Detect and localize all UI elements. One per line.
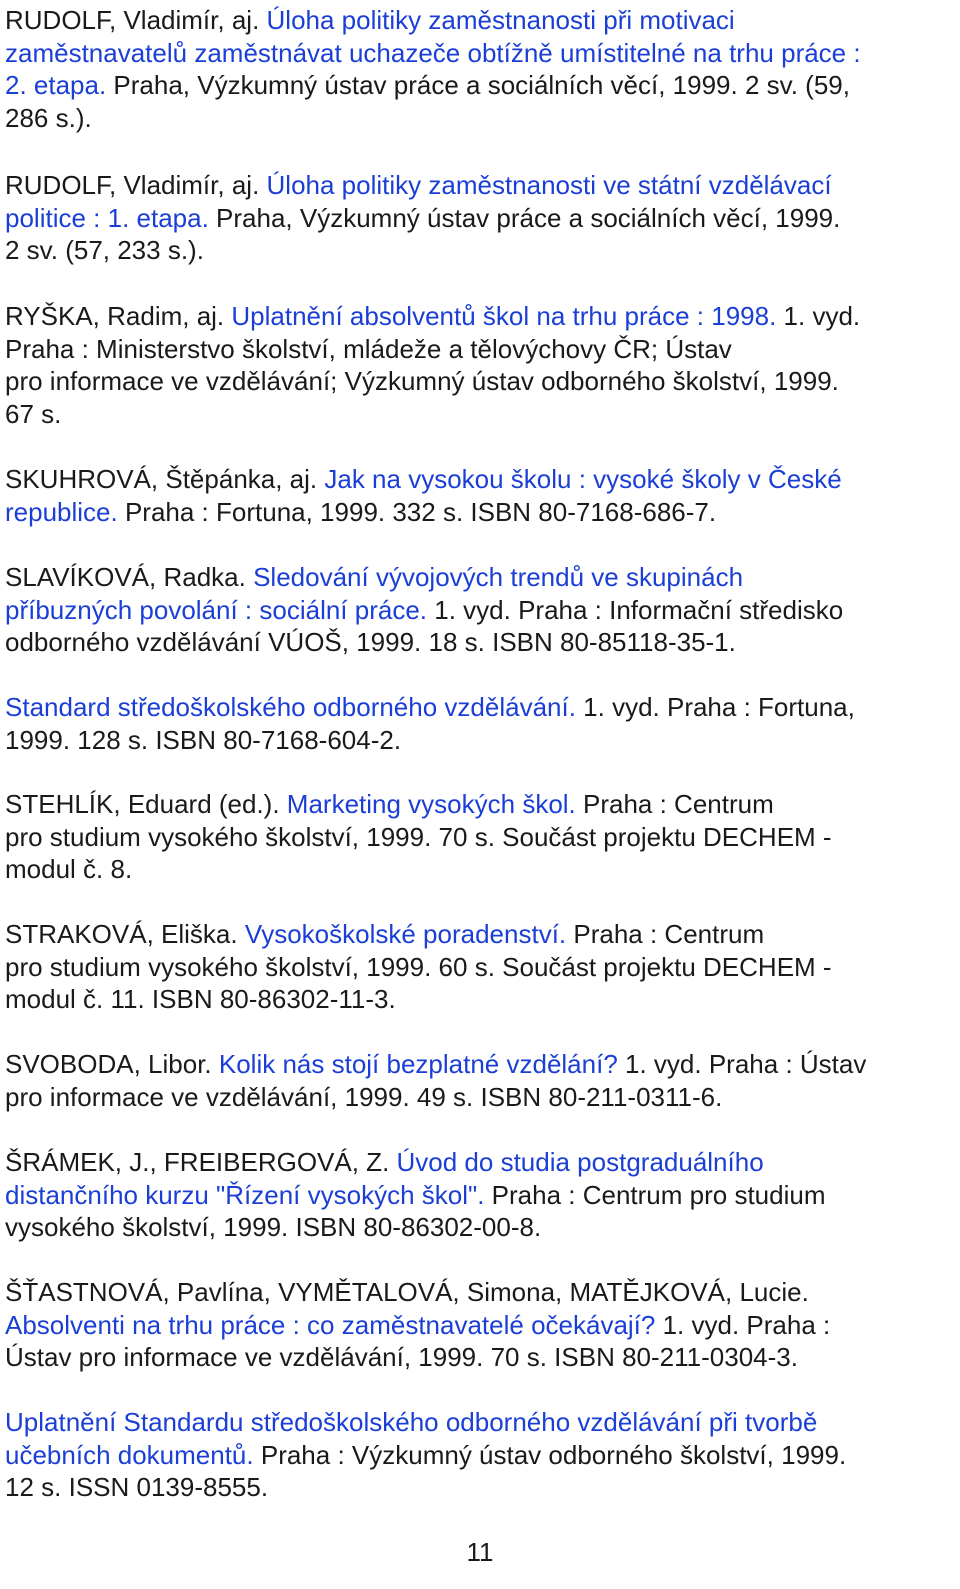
- entry-line: [5, 594, 950, 627]
- entry-line: [5, 951, 950, 984]
- entry-line: [5, 202, 950, 235]
- entry-publisher: 1. vyd. Praha : Fortuna,: [575, 692, 855, 722]
- entry-title-link[interactable]: distančního kurzu "Řízení vysokých škol".: [5, 1179, 485, 1210]
- bibliography-entry: [5, 4, 950, 134]
- entry-publisher: pro informace ve vzdělávání; Výzkumný ústav odborného školství, 1999.: [5, 366, 839, 396]
- entry-extent: 67 s.: [5, 398, 62, 429]
- entry-title-link[interactable]: politice : 1. etapa.: [5, 202, 209, 233]
- bibliography-entry: [5, 169, 950, 267]
- entry-publisher: Ústav pro informace ve vzdělávání, 1999. 70 s. ISBN 80-211-0304-3.: [5, 1342, 798, 1372]
- entry-publisher: pro studium vysokého školství, 1999. 70 s. Součást projektu DECHEM -: [5, 821, 832, 852]
- entry-extent: 12 s. ISSN 0139-8555.: [5, 1472, 269, 1502]
- entry-author: SVOBODA, Libor.: [5, 1049, 219, 1079]
- entry-title-link[interactable]: Uplatnění absolventů škol na trhu práce : 1998.: [231, 301, 777, 331]
- bibliography-entry: [5, 1276, 950, 1374]
- bibliography-entry: [5, 1048, 950, 1113]
- entry-title-link[interactable]: příbuzných povolání : sociální práce.: [5, 594, 428, 625]
- entry-title-link[interactable]: republice.: [5, 496, 118, 527]
- entry-line: [5, 1309, 950, 1342]
- entry-publisher: 1. vyd. Praha :: [655, 1309, 831, 1340]
- entry-line: [5, 1048, 950, 1081]
- entry-extent: 286 s.).: [5, 102, 92, 133]
- entry-line: [5, 1439, 950, 1472]
- entry-line: [5, 788, 950, 821]
- entry-title-link[interactable]: Vysokoškolské poradenství.: [244, 919, 567, 949]
- entry-publisher: odborného vzdělávání VÚOŠ, 1999. 18 s. ISBN 80-85118-35-1.: [5, 627, 736, 657]
- entry-title-link[interactable]: Kolik nás stojí bezplatné vzdělání?: [218, 1049, 618, 1079]
- entry-title-link[interactable]: Sledování vývojových trendů ve skupinách: [253, 562, 744, 592]
- entry-publisher: 1. vyd. Praha : Informační středisko: [427, 594, 844, 625]
- entry-extent: vysokého školství, 1999. ISBN 80-86302-00-8.: [5, 1212, 542, 1242]
- entry-title-link[interactable]: zaměstnavatelů zaměstnávat uchazeče obtížně umístitelné na trhu práce :: [5, 37, 861, 68]
- entry-title-link[interactable]: Absolventi na trhu práce : co zaměstnavatelé očekávají?: [5, 1309, 656, 1340]
- entry-author: RUDOLF, Vladimír, aj.: [5, 5, 267, 35]
- entry-publisher: Praha : Centrum: [575, 789, 774, 819]
- entry-line: [5, 724, 950, 757]
- entry-line: [5, 69, 950, 102]
- entry-line: [5, 853, 950, 886]
- entry-title-link[interactable]: Uplatnění Standardu středoškolského odborného vzdělávání při tvorbě: [5, 1407, 818, 1437]
- entry-line: [5, 983, 950, 1016]
- entry-line: [5, 300, 950, 333]
- entry-title-link[interactable]: Úloha politiky zaměstnanosti při motivaci: [266, 5, 735, 35]
- entry-extent: 2 sv. (57, 233 s.).: [5, 235, 204, 265]
- entry-title-link[interactable]: Marketing vysokých škol.: [286, 789, 576, 819]
- entry-line: [5, 918, 950, 951]
- entry-title-link[interactable]: Úvod do studia postgraduálního: [396, 1147, 764, 1177]
- bibliography-entry: [5, 1146, 950, 1244]
- bibliography-entry: [5, 300, 950, 430]
- entry-publisher: Praha, Výzkumný ústav práce a sociálních věcí, 1999. 2 sv. (59,: [106, 70, 850, 100]
- entry-line: [5, 365, 950, 398]
- entry-author: STEHLÍK, Eduard (ed.).: [5, 789, 287, 819]
- entry-title-link[interactable]: Jak na vysokou školu : vysoké školy v České: [324, 464, 842, 494]
- entry-line: [5, 821, 950, 854]
- entry-line: [5, 496, 950, 529]
- entry-edition: 1. vyd.: [776, 301, 861, 331]
- entry-title-link[interactable]: učebních dokumentů.: [5, 1439, 254, 1470]
- entry-extent: modul č. 8.: [5, 854, 133, 884]
- entry-line: [5, 1471, 950, 1504]
- entry-line: [5, 4, 950, 37]
- bibliography-entry: [5, 788, 950, 886]
- entry-author: RYŠKA, Radim, aj.: [5, 301, 232, 331]
- bibliography-entry: [5, 561, 950, 659]
- entry-publisher: Praha : Výzkumný ústav odborného školství, 1999.: [253, 1439, 847, 1470]
- page-number: 11: [466, 1537, 494, 1567]
- entry-line: [5, 1406, 950, 1439]
- entry-line: [5, 1081, 950, 1114]
- entry-line: [5, 234, 950, 267]
- entry-line: [5, 333, 950, 366]
- entry-extent: 1999. 128 s. ISBN 80-7168-604-2.: [5, 724, 402, 755]
- entry-publisher: Praha : Ministerstvo školství, mládeže a tělovýchovy ČR; Ústav: [5, 333, 732, 364]
- entry-title-link[interactable]: Úloha politiky zaměstnanosti ve státní vzdělávací: [266, 170, 832, 200]
- entry-title-link[interactable]: Standard středoškolského odborného vzdělávání.: [5, 692, 576, 722]
- entry-publisher: Praha : Fortuna, 1999. 332 s. ISBN 80-7168-686-7.: [117, 496, 717, 527]
- entry-line: [5, 1341, 950, 1374]
- entry-line: [5, 1276, 950, 1309]
- entry-publisher: 1. vyd. Praha : Ústav: [617, 1049, 867, 1079]
- bibliography-entry: [5, 691, 950, 756]
- entry-line: [5, 398, 950, 431]
- entry-author: ŠRÁMEK, J., FREIBERGOVÁ, Z.: [5, 1147, 397, 1177]
- entry-publisher: Praha : Centrum pro studium: [484, 1179, 826, 1210]
- entry-line: [5, 169, 950, 202]
- bibliography-entry: [5, 463, 950, 528]
- entry-line: [5, 37, 950, 70]
- entry-line: [5, 1179, 950, 1212]
- bibliography-entry: [5, 1406, 950, 1504]
- entry-line: [5, 626, 950, 659]
- entry-publisher: pro informace ve vzdělávání, 1999. 49 s. ISBN 80-211-0311-6.: [5, 1081, 723, 1112]
- entry-publisher: pro studium vysokého školství, 1999. 60 s. Součást projektu DECHEM -: [5, 951, 832, 982]
- entry-line: [5, 561, 950, 594]
- bibliography-entry: [5, 918, 950, 1016]
- entry-author: RUDOLF, Vladimír, aj.: [5, 170, 267, 200]
- entry-line: [5, 102, 950, 135]
- entry-author: STRAKOVÁ, Eliška.: [5, 919, 245, 949]
- entry-author: SKUHROVÁ, Štěpánka, aj.: [5, 464, 325, 494]
- entry-publisher: Praha : Centrum: [566, 919, 765, 949]
- entry-line: [5, 463, 950, 496]
- entry-author: ŠŤASTNOVÁ, Pavlína, VYMĚTALOVÁ, Simona, MATĚJKOVÁ, Lucie.: [5, 1277, 809, 1307]
- entry-line: [5, 691, 950, 724]
- entry-line: [5, 1211, 950, 1244]
- entry-line: [5, 1146, 950, 1179]
- entry-publisher: Praha, Výzkumný ústav práce a sociálních věcí, 1999.: [208, 202, 841, 233]
- entry-title-link[interactable]: 2. etapa.: [5, 70, 107, 100]
- entry-extent: modul č. 11. ISBN 80-86302-11-3.: [5, 984, 396, 1014]
- entry-author: SLAVÍKOVÁ, Radka.: [5, 562, 254, 592]
